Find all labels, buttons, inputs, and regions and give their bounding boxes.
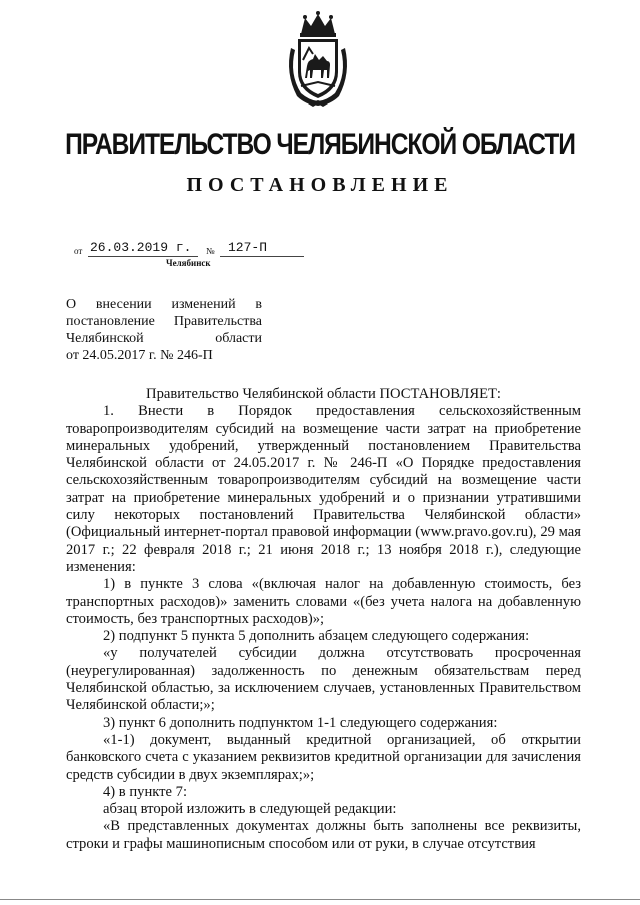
- paragraph-amendment-4: 4) в пункте 7:: [103, 783, 188, 800]
- subject-line: от 24.05.2017 г. № 246-П: [66, 348, 213, 363]
- paragraph-quote-1: «у получателей субсидии должна отсутствовать просроченная (неурегулированная) задолженность по денежным обязательствам перед Челябинской областью, за исключением случаев, установленных Правительством Челябинской области;»;: [66, 645, 581, 714]
- paragraph-1: 1. Внести в Порядок предоставления сельскохозяйственным товаропроизводителям субсидий на возмещение части затрат на приобретение минеральных удобрений, утвержденный постановлением Правительства Челябинской области от 24.05.2017 г. № 246-П «О Порядке предоставления сельскохозяйственным товаропроизводителям субсидий на возмещение части затрат на приобретение минеральных удобрений и о признании утратившими силу некоторых постановлений Правительства Челябинской области» (Официальный интернет-портал правовой информации (www.pravo.gov.ru), 29 мая 2017 г.; 22 февраля 2018 г.; 21 июня 2018 г.; 13 ноября 2018 г.), следующие изменения:: [66, 403, 581, 575]
- date-prefix-label: от: [74, 246, 83, 256]
- subject-block: [66, 296, 262, 364]
- date-underline: [88, 256, 198, 257]
- subject-line: постановление Правительства: [66, 314, 262, 329]
- paragraph-instruction: абзац второй изложить в следующей редакции:: [103, 801, 397, 818]
- page-bottom-edge: [0, 899, 640, 900]
- paragraph-amendment-2: 2) подпункт 5 пункта 5 дополнить абзацем следующего содержания:: [103, 628, 530, 645]
- paragraph-amendment-1: 1) в пункте 3 слова «(включая налог на добавленную стоимость, без транспортных расходов)» заменить словами «(без учета налога на добавленную стоимость, без транспортных расходов)»;: [66, 576, 581, 627]
- subject-line: О внесении изменений в: [66, 297, 262, 312]
- paragraph-amendment-3: 3) пункт 6 дополнить подпунктом 1-1 следующего содержания:: [103, 714, 498, 731]
- government-title: ПРАВИТЕЛЬСТВО ЧЕЛЯБИНСКОЙ ОБЛАСТИ: [65, 128, 575, 161]
- number-underline: [220, 256, 304, 257]
- paragraph-quote-2: «1-1) документ, выданный кредитной организацией, об открытии банковского счета с указанием реквизитов кредитной организации для зачисления средств субсидии в двух экземплярах;»;: [66, 731, 581, 783]
- decree-date: 26.03.2019 г.: [90, 240, 192, 255]
- document-type-title: ПОСТАНОВЛЕНИЕ: [186, 174, 454, 196]
- coat-of-arms-emblem: [283, 8, 353, 108]
- subject-line: Челябинской области: [66, 331, 262, 346]
- decree-number: 127-П: [228, 240, 268, 255]
- decree-body: [66, 386, 581, 853]
- number-prefix-label: №: [206, 246, 215, 256]
- paragraph-quote-3: «В представленных документах должны быть заполнены все реквизиты, строки и графы машинописным способом или от руки, в случае отсутствия: [66, 818, 581, 852]
- opening-statement: Правительство Челябинской области ПОСТАНОВЛЯЕТ:: [146, 386, 501, 402]
- city-label: Челябинск: [166, 258, 211, 268]
